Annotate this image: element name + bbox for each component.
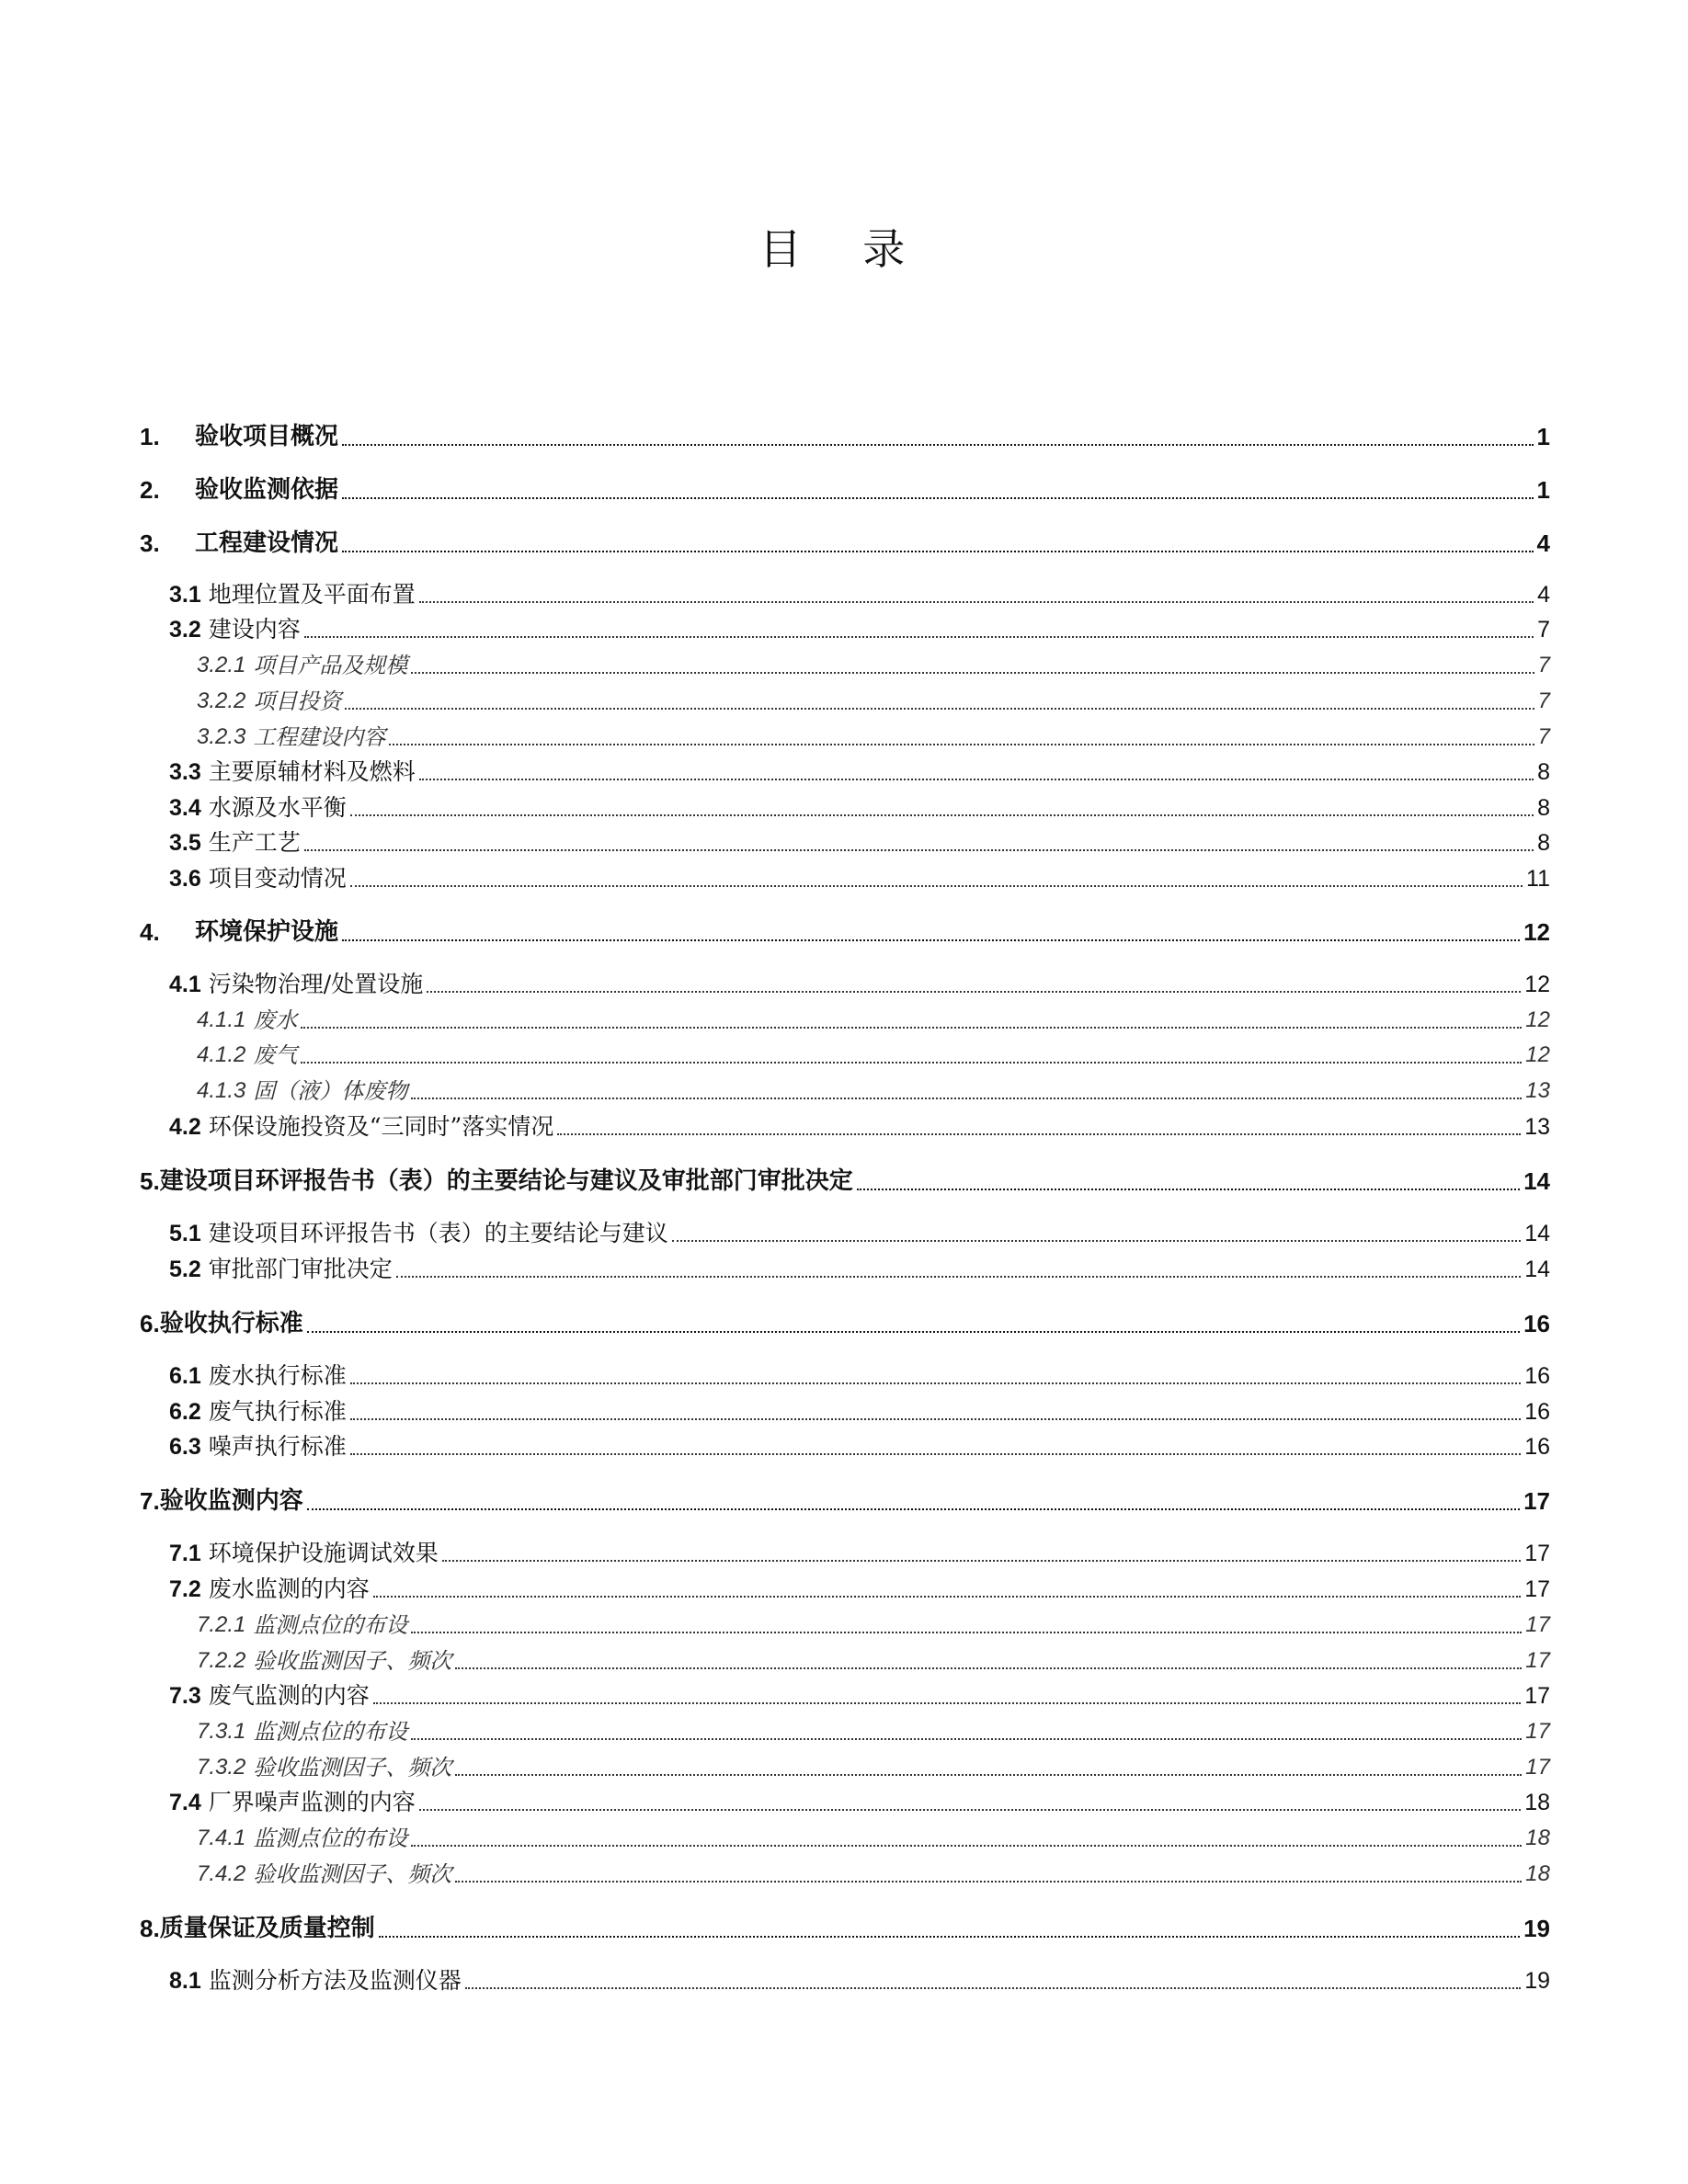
toc-entry[interactable]: [140, 528, 1550, 559]
toc-dot-leader: [557, 1133, 1521, 1135]
toc-dot-leader: [419, 779, 1534, 780]
toc-entry-title: 环保设施投资及“三同时”落实情况: [208, 1113, 554, 1140]
toc-entry-title: 废气执行标准: [208, 1398, 347, 1425]
toc-dot-leader: [419, 601, 1534, 603]
toc-entry-title: 项目变动情况: [208, 865, 347, 892]
toc-entry-title: 地理位置及平面布置: [208, 581, 416, 608]
toc-entry-number: 4.1: [169, 972, 201, 997]
toc-dot-leader: [411, 1845, 1522, 1847]
toc-entry-number: 4.1.3: [197, 1078, 246, 1103]
toc-entry-number: 3.: [140, 529, 160, 557]
toc-entry-page-number: 4: [1537, 582, 1550, 608]
toc-dot-leader: [342, 444, 1534, 446]
toc-entry[interactable]: [140, 580, 1550, 609]
toc-entry-number: 7.: [140, 1487, 160, 1515]
toc-dot-leader: [455, 1774, 1522, 1776]
toc-entry[interactable]: [140, 1485, 1550, 1517]
toc-entry-number: 7.2.2: [197, 1648, 246, 1673]
toc-entry-page-number: 1: [1536, 476, 1550, 504]
toc-entry[interactable]: [140, 1006, 1550, 1035]
toc-entry[interactable]: [140, 916, 1550, 948]
toc-entry-title: 主要原辅材料及燃料: [208, 758, 416, 785]
toc-entry-title: 验收执行标准: [159, 1310, 303, 1337]
toc-entry[interactable]: [140, 722, 1550, 752]
toc-dot-leader: [396, 1276, 1521, 1278]
toc-entry[interactable]: [140, 615, 1550, 644]
toc-entry[interactable]: [140, 1913, 1550, 1944]
toc-entry-number: 3.2: [169, 617, 201, 643]
toc-entry-title: 验收监测内容: [159, 1487, 303, 1515]
toc-entry-title: 建设项目环评报告书（表）的主要结论与建议: [208, 1220, 668, 1246]
toc-entry-title: 监测点位的布设: [253, 1826, 408, 1851]
toc-entry[interactable]: [140, 1860, 1550, 1889]
toc-entry-number: 7.4.1: [197, 1826, 246, 1850]
toc-dot-leader: [350, 1453, 1521, 1455]
toc-entry-number: 4.2: [169, 1114, 201, 1140]
toc-entry-page-number: 17: [1524, 1683, 1550, 1709]
toc-dot-leader: [373, 1596, 1521, 1598]
toc-dot-leader: [342, 551, 1534, 552]
toc-entry-number: 6.3: [169, 1434, 201, 1460]
toc-entry-page-number: 17: [1525, 1719, 1550, 1744]
toc-entry[interactable]: [140, 1076, 1550, 1106]
toc-entry-title: 建设项目环评报告书（表）的主要结论与建议及审批部门审批决定: [159, 1167, 853, 1195]
toc-dot-leader: [465, 1987, 1521, 1989]
toc-entry[interactable]: [140, 1112, 1550, 1142]
toc-entry-page-number: 12: [1525, 1042, 1550, 1067]
toc-entry-page-number: 1: [1536, 423, 1550, 450]
toc-entry-title: 噪声执行标准: [208, 1433, 347, 1460]
toc-entry-title: 废水执行标准: [208, 1362, 347, 1389]
toc-entry[interactable]: [140, 1308, 1550, 1339]
toc-entry-title: 污染物治理/处置设施: [208, 971, 424, 997]
toc-entry-number: 7.3.1: [197, 1719, 246, 1744]
toc-entry-number: 8.: [140, 1915, 160, 1942]
toc-entry-page-number: 19: [1523, 1915, 1550, 1942]
toc-entry-page-number: 17: [1525, 1755, 1550, 1780]
toc-entry[interactable]: [140, 1753, 1550, 1782]
toc-entry-page-number: 16: [1524, 1399, 1550, 1425]
toc-entry-number: 3.3: [169, 759, 201, 785]
toc-dot-leader: [411, 1738, 1522, 1740]
toc-entry-page-number: 17: [1524, 1541, 1550, 1566]
toc-entry-page-number: 4: [1536, 529, 1550, 557]
toc-entry[interactable]: [140, 828, 1550, 858]
toc-entry-title: 水源及水平衡: [208, 794, 347, 821]
toc-entry-title: 固（液）体废物: [253, 1078, 408, 1104]
toc-entry-title: 监测点位的布设: [253, 1612, 408, 1638]
toc-entry-number: 7.4.2: [197, 1861, 246, 1886]
toc-entry-page-number: 14: [1524, 1257, 1550, 1282]
toc-entry-page-number: 18: [1525, 1861, 1550, 1886]
toc-entry-number: 3.5: [169, 830, 201, 856]
toc-entry[interactable]: [140, 651, 1550, 680]
toc-entry-number: 4.: [140, 918, 160, 946]
toc-dot-leader: [455, 1881, 1522, 1883]
toc-entry[interactable]: [140, 1824, 1550, 1853]
toc-entry-page-number: 8: [1537, 830, 1550, 856]
toc-dot-leader: [411, 1632, 1522, 1633]
toc-entry-number: 7.2: [169, 1576, 201, 1602]
toc-entry[interactable]: [140, 1646, 1550, 1676]
toc-entry-title: 审批部门审批决定: [208, 1256, 393, 1282]
toc-dot-leader: [672, 1240, 1521, 1242]
toc-entry-page-number: 12: [1524, 972, 1550, 997]
toc-entry[interactable]: [140, 1361, 1550, 1391]
toc-entry-number: 5.1: [169, 1221, 201, 1246]
toc-dot-leader: [857, 1189, 1520, 1190]
toc-entry-number: 3.2.3: [197, 724, 246, 749]
toc-dot-leader: [301, 1027, 1522, 1029]
toc-entry[interactable]: [140, 1717, 1550, 1746]
toc-dot-leader: [373, 1702, 1521, 1704]
toc-entry-number: 6.2: [169, 1399, 201, 1425]
toc-entry-number: 1.: [140, 423, 160, 450]
toc-entry-number: 3.6: [169, 866, 201, 892]
toc-entry-page-number: 18: [1524, 1790, 1550, 1815]
toc-entry-page-number: 13: [1525, 1078, 1550, 1103]
toc-dot-leader: [350, 1382, 1521, 1384]
toc-entry-page-number: 18: [1525, 1826, 1550, 1850]
toc-dot-leader: [350, 814, 1534, 816]
toc-entry-page-number: 8: [1537, 795, 1550, 821]
toc-entry-page-number: 7: [1537, 688, 1550, 713]
toc-entry-title: 质量保证及质量控制: [159, 1915, 375, 1942]
toc-entry-number: 3.4: [169, 795, 201, 821]
toc-entry[interactable]: [140, 757, 1550, 787]
toc-dot-leader: [419, 1809, 1521, 1811]
toc-entry[interactable]: [140, 1041, 1550, 1070]
toc-entry-title: 监测分析方法及监测仪器: [208, 1967, 462, 1994]
toc-dot-leader: [389, 744, 1534, 745]
toc-entry-page-number: 17: [1523, 1487, 1550, 1515]
toc-entry-page-number: 17: [1525, 1612, 1550, 1637]
toc-entry[interactable]: [140, 1539, 1550, 1568]
toc-entry[interactable]: [140, 1610, 1550, 1640]
toc-entry-page-number: 17: [1525, 1648, 1550, 1673]
toc-dot-leader: [304, 636, 1534, 638]
toc-entry-title: 废水: [253, 1007, 298, 1033]
toc-entry-page-number: 12: [1525, 1007, 1550, 1032]
toc-entry[interactable]: [140, 421, 1550, 452]
toc-entry-title: 项目投资: [253, 688, 342, 714]
toc-entry[interactable]: [140, 1219, 1550, 1248]
toc-dot-leader: [342, 939, 1520, 941]
toc-entry-page-number: 14: [1524, 1221, 1550, 1246]
toc-entry-title: 验收项目概况: [195, 423, 339, 450]
toc-entry[interactable]: [140, 474, 1550, 506]
toc-entry-page-number: 7: [1537, 724, 1550, 749]
toc-dot-leader: [307, 1331, 1520, 1333]
toc-entry-page-number: 7: [1537, 617, 1550, 643]
toc-entry-page-number: 12: [1523, 918, 1550, 946]
toc-entry-number: 6.1: [169, 1363, 201, 1389]
toc-entry-title: 废气监测的内容: [208, 1682, 370, 1709]
toc-entry-title: 工程建设情况: [195, 529, 339, 557]
toc-entry-page-number: 16: [1523, 1310, 1550, 1337]
toc-entry-number: 5.: [140, 1167, 160, 1195]
toc-entry-number: 5.2: [169, 1257, 201, 1282]
toc-entry-number: 3.1: [169, 582, 201, 608]
page-title: 目 录: [758, 223, 930, 274]
toc-entry-number: 7.2.1: [197, 1612, 246, 1637]
toc-entry-page-number: 14: [1523, 1167, 1550, 1195]
toc-entry-number: 7.4: [169, 1790, 201, 1815]
toc-entry-title: 废水监测的内容: [208, 1575, 370, 1602]
toc-dot-leader: [345, 708, 1534, 710]
toc-entry-title: 厂界噪声监测的内容: [208, 1789, 416, 1815]
toc-entry-title: 环境保护设施: [195, 918, 339, 946]
toc-entry[interactable]: [140, 1681, 1550, 1711]
toc-entry-title: 验收监测依据: [195, 476, 339, 504]
toc-entry-title: 项目产品及规模: [253, 653, 408, 678]
toc-entry[interactable]: [140, 1432, 1550, 1462]
toc-entry-page-number: 11: [1526, 866, 1550, 892]
toc-entry-number: 3.2.1: [197, 653, 246, 677]
toc-entry-number: 7.3.2: [197, 1755, 246, 1780]
toc-dot-leader: [427, 991, 1521, 993]
toc-entry-title: 生产工艺: [208, 829, 301, 856]
toc-entry-page-number: 13: [1524, 1114, 1550, 1140]
toc-entry-title: 验收监测因子、频次: [253, 1648, 452, 1674]
toc-dot-leader: [442, 1560, 1521, 1562]
toc-entry-title: 废气: [253, 1042, 298, 1068]
toc-entry-number: 7.1: [169, 1541, 201, 1566]
toc-entry-number: 6.: [140, 1310, 160, 1337]
toc-entry[interactable]: [140, 687, 1550, 716]
toc-entry-page-number: 17: [1524, 1576, 1550, 1602]
toc-entry[interactable]: [140, 793, 1550, 823]
toc-entry[interactable]: [140, 1966, 1550, 1996]
toc-entry[interactable]: [140, 864, 1550, 893]
toc-entry-number: 8.1: [169, 1968, 201, 1994]
toc-entry[interactable]: [140, 1166, 1550, 1197]
toc-dot-leader: [301, 1062, 1522, 1064]
toc-dot-leader: [411, 672, 1534, 674]
toc-entry-title: 验收监测因子、频次: [253, 1861, 452, 1887]
toc-dot-leader: [455, 1667, 1522, 1669]
toc-entry-page-number: 8: [1537, 759, 1550, 785]
toc-dot-leader: [411, 1098, 1522, 1099]
toc-entry-page-number: 16: [1524, 1434, 1550, 1460]
toc-entry-title: 验收监测因子、频次: [253, 1755, 452, 1780]
toc-entry[interactable]: [140, 1255, 1550, 1284]
toc-entry-number: 4.1.2: [197, 1042, 246, 1067]
toc-entry-title: 监测点位的布设: [253, 1719, 408, 1745]
toc-entry[interactable]: [140, 1575, 1550, 1604]
toc-dot-leader: [307, 1508, 1520, 1510]
toc-entry[interactable]: [140, 970, 1550, 999]
toc-entry-page-number: 19: [1524, 1968, 1550, 1994]
toc-dot-leader: [342, 497, 1534, 499]
toc-entry-page-number: 7: [1537, 653, 1550, 677]
toc-entry-number: 4.1.1: [197, 1007, 246, 1032]
toc-entry-number: 2.: [140, 476, 160, 504]
toc-entry-title: 建设内容: [208, 616, 301, 643]
toc-entry-page-number: 16: [1524, 1363, 1550, 1389]
toc-entry[interactable]: [140, 1788, 1550, 1817]
toc-entry-title: 环境保护设施调试效果: [208, 1540, 439, 1566]
toc-entry[interactable]: [140, 1397, 1550, 1427]
toc-dot-leader: [379, 1936, 1520, 1938]
toc-dot-leader: [304, 849, 1534, 851]
toc-dot-leader: [350, 1418, 1521, 1420]
toc-entry-title: 工程建设内容: [253, 724, 386, 750]
toc-entry-number: 3.2.2: [197, 688, 246, 713]
toc-entry-number: 7.3: [169, 1683, 201, 1709]
toc-dot-leader: [350, 885, 1523, 887]
